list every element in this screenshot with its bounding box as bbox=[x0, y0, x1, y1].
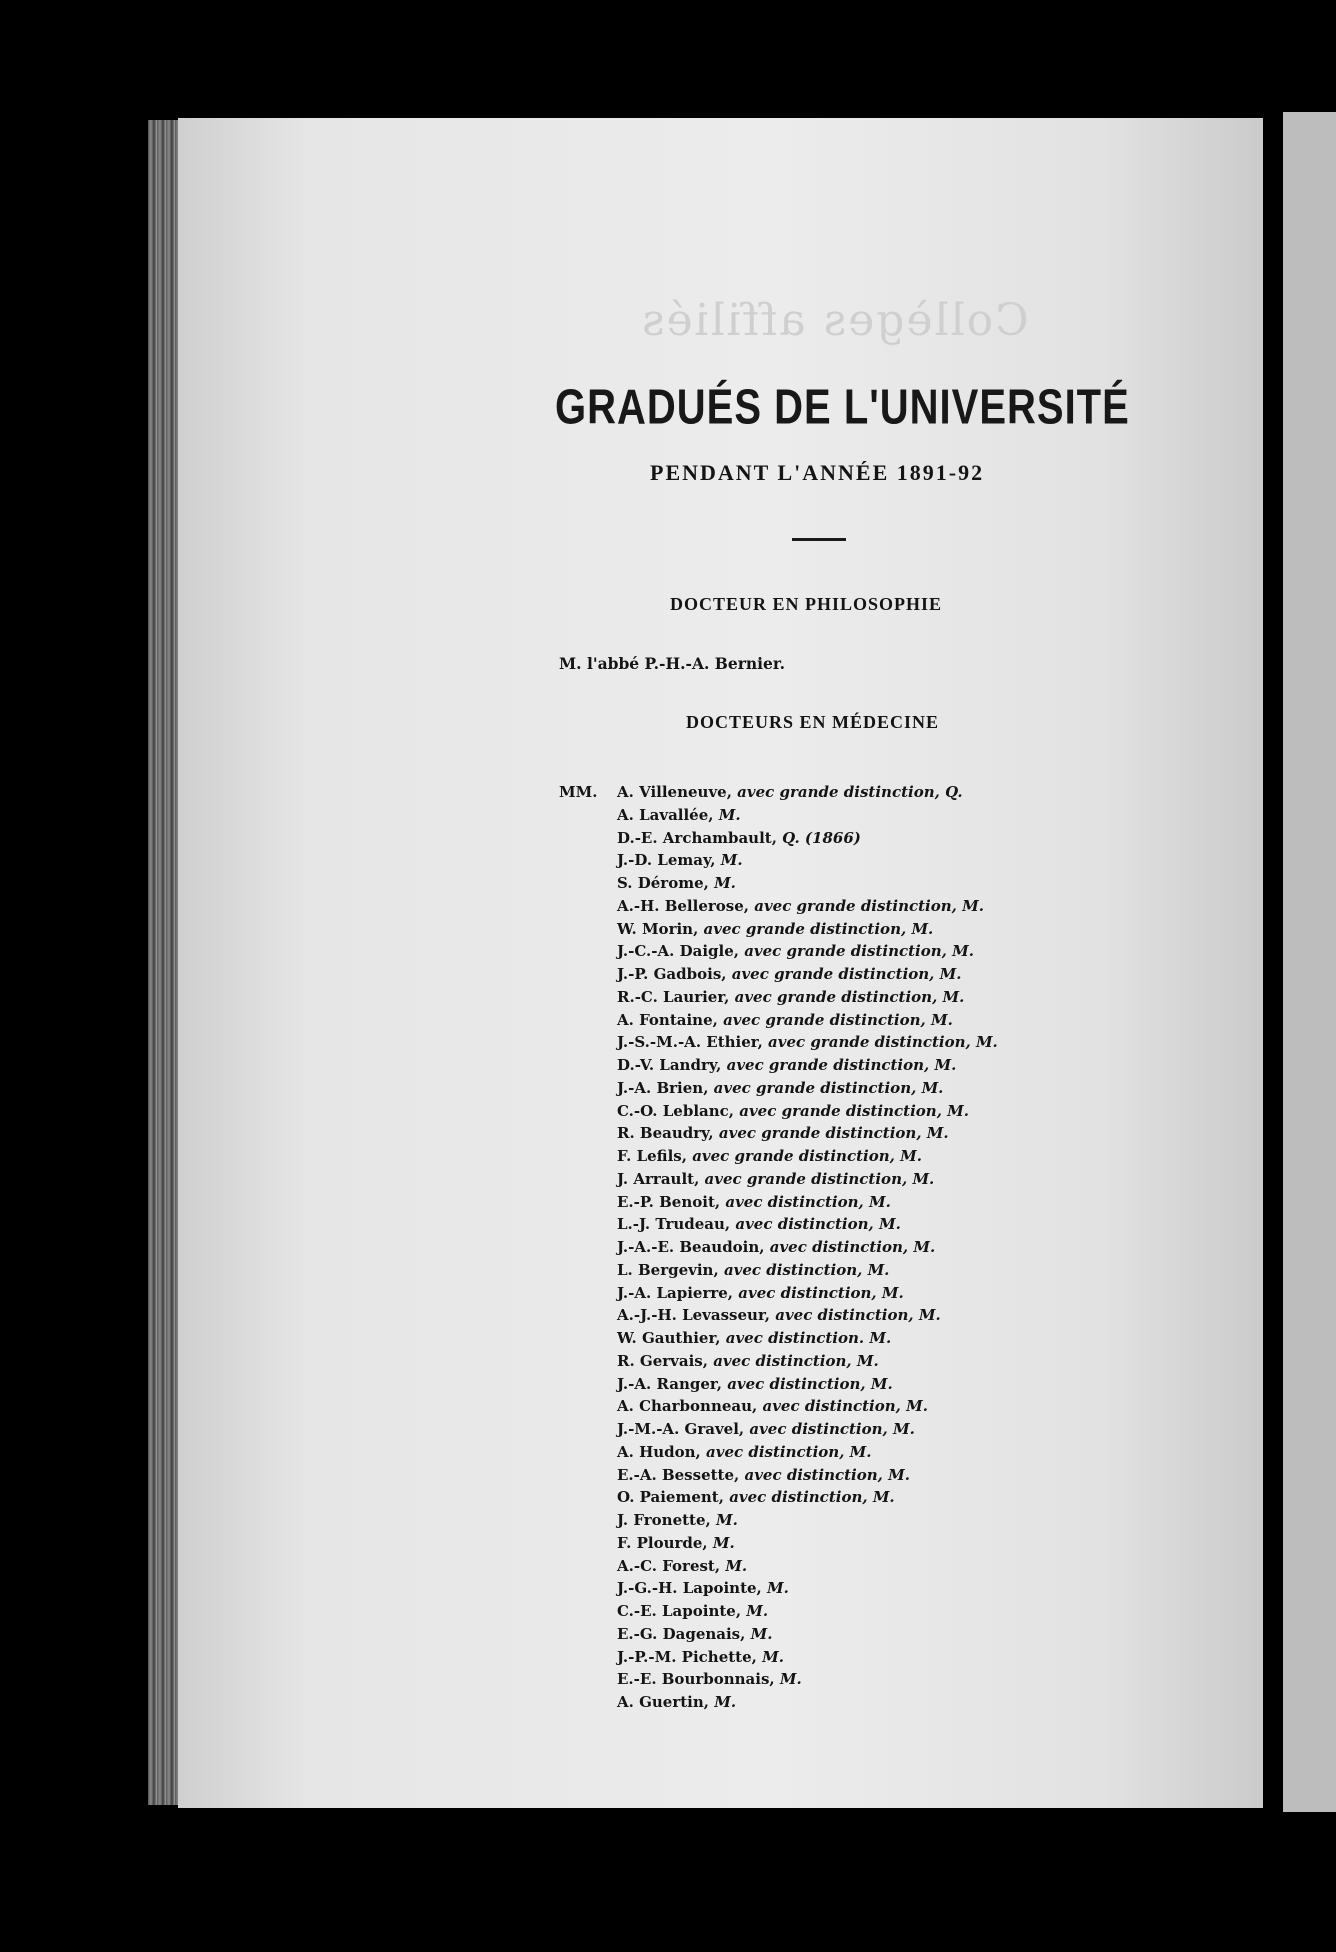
location-code: M. bbox=[714, 874, 736, 892]
graduate-entry bbox=[559, 1327, 998, 1350]
location-code: M. bbox=[900, 1147, 922, 1165]
page-title: GRADUÉS DE L'UNIVERSITÉ bbox=[555, 381, 1130, 435]
distinction-note: avec distinction, bbox=[769, 1238, 909, 1256]
graduate-entry bbox=[559, 1304, 998, 1327]
distinction-note: avec grande distinction, bbox=[768, 1033, 971, 1052]
graduate-entry bbox=[559, 1054, 998, 1077]
graduate-name: O. Paiement, bbox=[617, 1488, 724, 1507]
location-code: M. bbox=[918, 1306, 941, 1325]
location-code: M. bbox=[867, 1260, 890, 1279]
graduate-name: J.-A. Lapierre, bbox=[617, 1283, 734, 1302]
distinction-note: avec distinction, bbox=[706, 1442, 845, 1461]
location-code: M. bbox=[934, 1056, 957, 1074]
distinction-note: avec grande distinction, bbox=[754, 896, 957, 915]
graduate-entry bbox=[559, 1486, 998, 1509]
graduate-entry bbox=[559, 827, 998, 850]
graduate-entry bbox=[559, 1464, 998, 1487]
graduate-entry bbox=[559, 1009, 998, 1032]
graduate-entry bbox=[559, 895, 998, 918]
graduate-name: J.-P.-M. Pichette, bbox=[617, 1647, 757, 1666]
graduate-entry bbox=[559, 804, 998, 827]
location-code: M. bbox=[879, 1215, 901, 1234]
graduate-name: J.-C.-A. Daigle, bbox=[617, 942, 739, 961]
graduate-name: A. Lavallée, bbox=[617, 805, 714, 824]
graduate-name: C.-O. Leblanc, bbox=[617, 1101, 735, 1120]
section-heading-philosophy: DOCTEUR EN PHILOSOPHIE bbox=[670, 594, 943, 614]
graduate-name: E.-A. Bessette, bbox=[617, 1465, 740, 1484]
graduate-name: A. Villeneuve, bbox=[617, 783, 732, 801]
location-code: M. bbox=[718, 805, 741, 824]
graduate-name: J.-A. Brien, bbox=[617, 1078, 709, 1097]
location-code: Q. bbox=[945, 783, 963, 801]
graduate-entry bbox=[559, 1236, 998, 1259]
graduate-entry bbox=[559, 1691, 998, 1714]
distinction-note: avec grande distinction, bbox=[737, 783, 940, 801]
location-code: Q. (1866) bbox=[782, 828, 861, 847]
graduate-name: J. Arrault, bbox=[617, 1169, 700, 1188]
graduate-entry bbox=[559, 1213, 998, 1236]
graduate-entry bbox=[559, 1145, 998, 1168]
graduate-name: J.-P. Gadbois, bbox=[617, 965, 727, 983]
medicine-graduate-list bbox=[559, 781, 998, 1714]
graduate-entry bbox=[559, 1532, 998, 1555]
distinction-note: avec grande distinction, bbox=[692, 1147, 895, 1165]
graduate-entry bbox=[559, 1282, 998, 1305]
graduate-entry bbox=[559, 986, 998, 1009]
graduate-name: J.-A.-E. Beaudoin, bbox=[617, 1238, 765, 1256]
graduate-entry bbox=[559, 1031, 998, 1054]
graduate-entry bbox=[559, 1191, 998, 1214]
graduate-name: S. Dérome, bbox=[617, 874, 709, 892]
distinction-note: avec grande distinction, bbox=[726, 1056, 930, 1074]
graduate-name: L. Bergevin, bbox=[617, 1260, 719, 1279]
graduate-entry bbox=[559, 1259, 998, 1282]
graduate-entry bbox=[559, 1623, 998, 1646]
medicine-graduate-list-wrap bbox=[559, 781, 998, 1714]
graduate-entry bbox=[559, 963, 998, 986]
graduate-name: L.-J. Trudeau, bbox=[617, 1215, 731, 1234]
location-code: M. bbox=[942, 987, 965, 1006]
location-code: M. bbox=[715, 1511, 738, 1529]
location-code: M. bbox=[939, 965, 962, 983]
graduate-name: A.-H. Bellerose, bbox=[617, 896, 749, 915]
graduate-entry bbox=[559, 1350, 998, 1373]
graduate-name: D.-E. Archambault, bbox=[617, 828, 777, 847]
location-code: M. bbox=[921, 1078, 944, 1097]
location-code: M. bbox=[926, 1124, 949, 1143]
distinction-note: avec distinction. bbox=[725, 1329, 865, 1347]
location-code: M. bbox=[872, 1488, 895, 1507]
location-code: M. bbox=[912, 1169, 935, 1188]
location-code: M. bbox=[888, 1465, 910, 1484]
distinction-note: avec distinction, bbox=[762, 1397, 901, 1416]
distinction-note: avec distinction, bbox=[744, 1465, 883, 1484]
location-code: M. bbox=[869, 1329, 892, 1347]
graduate-name: F. Plourde, bbox=[617, 1533, 708, 1552]
location-code: M. bbox=[712, 1533, 735, 1552]
graduate-entry bbox=[559, 849, 998, 872]
graduate-name: A. Fontaine, bbox=[617, 1010, 718, 1029]
distinction-note: avec grande distinction, bbox=[734, 987, 938, 1006]
location-code: M. bbox=[779, 1670, 802, 1689]
distinction-note: avec grande distinction, bbox=[704, 1169, 908, 1188]
graduate-entry bbox=[559, 1418, 998, 1441]
graduate-name: W. Morin, bbox=[617, 919, 699, 938]
graduate-name: A. Hudon, bbox=[617, 1442, 701, 1461]
location-code: M. bbox=[714, 1693, 737, 1711]
graduate-entry bbox=[559, 1373, 998, 1396]
graduate-name: C.-E. Lapointe, bbox=[617, 1602, 742, 1620]
graduate-entry bbox=[559, 1668, 998, 1691]
graduate-entry bbox=[559, 1122, 998, 1145]
graduate-entry bbox=[559, 1441, 998, 1464]
location-code: M. bbox=[881, 1283, 904, 1302]
graduate-name: E.-P. Benoit, bbox=[617, 1192, 721, 1211]
graduate-entry bbox=[559, 1600, 998, 1623]
graduate-entry bbox=[559, 1077, 998, 1100]
distinction-note: avec grande distinction, bbox=[723, 1010, 926, 1029]
distinction-note: avec distinction, bbox=[725, 1192, 864, 1211]
distinction-note: avec grande distinction, bbox=[739, 1101, 942, 1120]
graduate-entry bbox=[559, 1646, 998, 1669]
location-code: M. bbox=[952, 942, 974, 961]
location-code: M. bbox=[962, 896, 984, 915]
graduate-name: D.-V. Landry, bbox=[617, 1056, 722, 1074]
graduate-name: E.-G. Dagenais, bbox=[617, 1624, 746, 1643]
location-code: M. bbox=[913, 1238, 936, 1256]
graduate-entry bbox=[559, 1395, 998, 1418]
graduate-name: J.-M.-A. Gravel, bbox=[617, 1420, 745, 1438]
location-code: M. bbox=[870, 1374, 893, 1393]
distinction-note: avec distinction, bbox=[723, 1260, 863, 1279]
graduate-name: J.-S.-M.-A. Ethier, bbox=[617, 1033, 763, 1052]
location-code: M. bbox=[893, 1420, 915, 1438]
distinction-note: avec distinction, bbox=[713, 1351, 852, 1370]
graduate-name: A.-J.-H. Levasseur, bbox=[617, 1306, 770, 1325]
graduate-entry bbox=[559, 1100, 998, 1123]
location-code: M. bbox=[725, 1556, 748, 1575]
location-code: M. bbox=[856, 1351, 879, 1370]
page-subtitle: PENDANT L'ANNÉE 1891-92 bbox=[650, 460, 985, 485]
graduate-entry bbox=[559, 872, 998, 895]
graduate-entry bbox=[559, 1555, 998, 1578]
graduate-name: E.-E. Bourbonnais, bbox=[617, 1670, 775, 1689]
entry-prefix: MM. bbox=[559, 783, 598, 801]
graduate-entry bbox=[559, 1509, 998, 1532]
graduate-name: J.-D. Lemay, bbox=[617, 851, 716, 870]
distinction-note: avec distinction, bbox=[729, 1488, 868, 1507]
graduate-entry bbox=[559, 940, 998, 963]
graduate-name: F. Lefils, bbox=[617, 1147, 687, 1165]
bleed-through-heading: Collèges affiliés bbox=[640, 295, 1029, 346]
graduate-name: R. Beaudry, bbox=[617, 1124, 714, 1143]
location-code: M. bbox=[767, 1579, 789, 1598]
location-code: M. bbox=[750, 1624, 773, 1643]
graduate-name: A. Charbonneau, bbox=[617, 1397, 758, 1416]
distinction-note: avec grande distinction, bbox=[731, 965, 935, 983]
location-code: M. bbox=[746, 1602, 769, 1620]
distinction-note: avec distinction, bbox=[738, 1283, 877, 1302]
graduate-entry bbox=[559, 781, 998, 804]
distinction-note: avec distinction, bbox=[749, 1420, 888, 1438]
location-code: M. bbox=[868, 1192, 891, 1211]
location-code: M. bbox=[975, 1033, 998, 1052]
location-code: M. bbox=[849, 1442, 872, 1461]
section-heading-medicine: DOCTEURS EN MÉDECINE bbox=[686, 712, 940, 732]
graduate-name: A. Guertin, bbox=[617, 1693, 709, 1711]
distinction-note: avec grande distinction, bbox=[744, 942, 947, 961]
divider-rule bbox=[792, 538, 846, 541]
graduate-name: J.-A. Ranger, bbox=[617, 1374, 722, 1393]
location-code: M. bbox=[762, 1647, 784, 1666]
graduate-name: R.-C. Laurier, bbox=[617, 987, 730, 1006]
graduate-name: A.-C. Forest, bbox=[617, 1556, 721, 1575]
distinction-note: avec distinction, bbox=[727, 1374, 866, 1393]
location-code: M. bbox=[930, 1010, 953, 1029]
location-code: M. bbox=[911, 919, 934, 938]
graduate-entry bbox=[559, 918, 998, 941]
graduate-name: R. Gervais, bbox=[617, 1351, 708, 1370]
location-code: M. bbox=[720, 851, 743, 870]
graduate-name: W. Gauthier, bbox=[617, 1329, 721, 1347]
location-code: M. bbox=[947, 1101, 969, 1120]
distinction-note: avec grande distinction, bbox=[703, 919, 907, 938]
graduate-name: J. Fronette, bbox=[617, 1511, 711, 1529]
location-code: M. bbox=[906, 1397, 928, 1416]
distinction-note: avec grande distinction, bbox=[718, 1124, 922, 1143]
graduate-name: J.-G.-H. Lapointe, bbox=[617, 1579, 762, 1598]
graduate-entry bbox=[559, 1168, 998, 1191]
distinction-note: avec distinction, bbox=[735, 1215, 874, 1234]
graduate-entry bbox=[559, 1577, 998, 1600]
distinction-note: avec distinction, bbox=[775, 1306, 914, 1325]
philosophy-graduate: M. l'abbé P.-H.-A. Bernier. bbox=[559, 654, 786, 673]
distinction-note: avec grande distinction, bbox=[713, 1078, 917, 1097]
